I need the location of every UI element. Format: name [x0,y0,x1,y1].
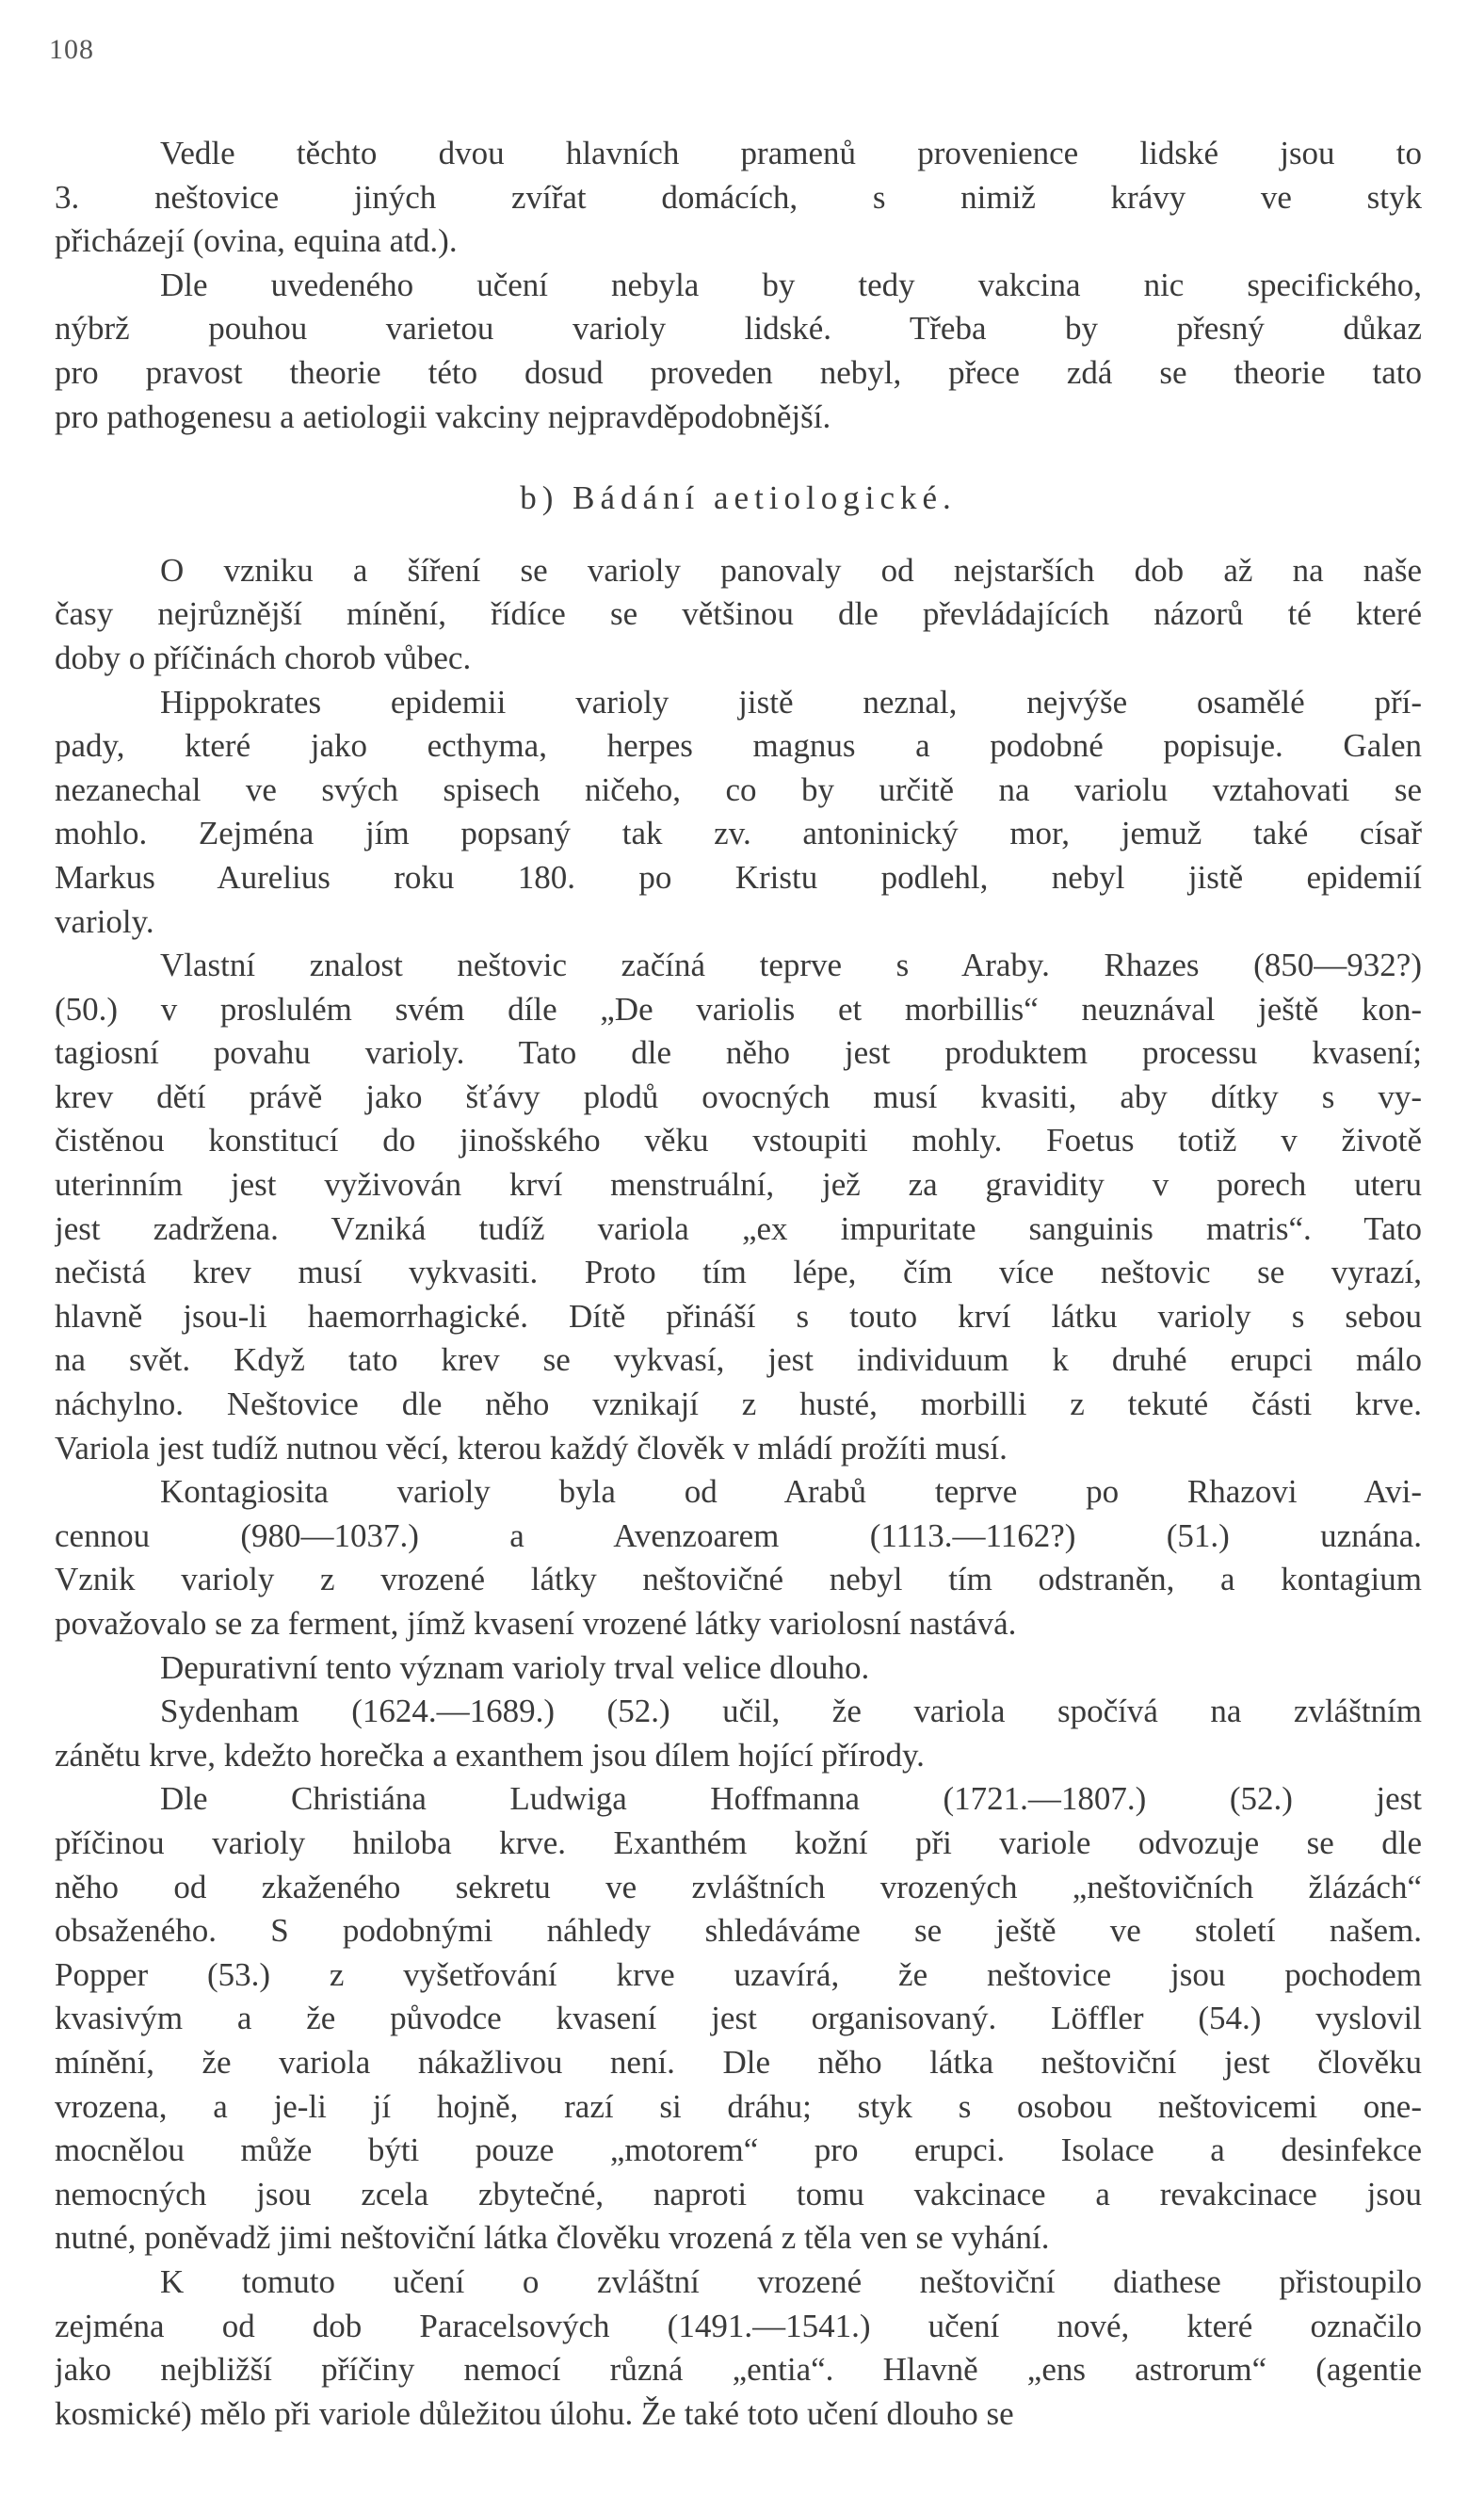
text-line: považovalo se za ferment, jímž kvasení vrozené látky variolosní nastává. [55,1605,1017,1642]
text-line: mohlo. Zejména jím popsaný tak zv. antoninický mor, jemuž také císař [55,815,1422,852]
text-line: Markus Aurelius roku 180. po Kristu podlehl, nebyl jistě epidemií [55,858,1422,896]
text-line: doby o příčinách chorob vůbec. [55,639,472,676]
text-line: zejména od dob Paracelsových (1491.—1541.) učení nové, které označilo [55,2307,1422,2344]
text-line: mocnělou může býti pouze „motorem“ pro erupci. Isolace a desinfekce [55,2131,1422,2169]
text-line: Vedle těchto dvou hlavních pramenů provenience lidské jsou to [160,135,1422,171]
text-line: Dle Christiána Ludwiga Hoffmanna (1721.—1807.) (52.) jest [160,1780,1422,1818]
paragraph [55,1690,1422,1777]
text-line: Dle uvedeného učení nebyla by tedy vakcina nic specifického, [160,266,1422,303]
paragraph [55,681,1422,945]
text-line: jako nejbližší příčiny nemocí různá „entia“. Hlavně „ens astrorum“ (agentie [55,2351,1422,2389]
text-line: příčinou varioly hniloba krve. Exanthém kožní při variole odvozuje se dle [55,1823,1422,1861]
text-line: Vlastní znalost neštovic začíná teprve s Araby. Rhazes (850—932?) [160,947,1422,984]
text-line: vrozena, a je-li jí hojně, razí si dráhu; styk s osobou neštovicemi one- [55,2087,1422,2125]
text-line: krev dětí právě jako šťávy plodů ovocných musí kvasiti, aby dítky s vy- [55,1078,1422,1115]
text-line: mínění, že variola nákažlivou není. Dle něho látka neštoviční jest člověku [55,2043,1422,2081]
text-line: nemocných jsou zcela zbytečné, naproti tomu vakcinace a revakcinace jsou [55,2175,1422,2212]
paragraph [55,132,1422,264]
text-line: náchylno. Neštovice dle něho vznikají z husté, morbilli z tekuté části krve. [55,1386,1422,1423]
text-line: časy nejrůznější mínění, řídíce se většinou dle převládajících názorů té které [55,595,1422,633]
text-line: Depurativní tento význam varioly trval velice dlouho. [160,1648,870,1686]
paragraph [55,1470,1422,1645]
text-line: Variola jest tudíž nutnou věcí, kterou každý člověk v mládí prožíti musí. [55,1429,1008,1467]
text-line: něho od zkaženého sekretu ve zvláštních vrozených „neštovičních žlázách“ [55,1868,1422,1905]
paragraph [55,1646,1422,1691]
paragraph [55,549,1422,681]
text-line: Sydenham (1624.—1689.) (52.) učil, že variola spočívá na zvláštním [160,1693,1422,1730]
text-line: O vzniku a šíření se varioly panovaly od nejstarších dob až na naše [160,551,1422,589]
text-line: čistěnou konstitucí do jinošského věku vstoupiti mohly. Foetus totiž v životě [55,1122,1422,1159]
text-line: Vznik varioly z vrozené látky neštovičné nebyl tím odstraněn, a kontagium [55,1561,1422,1598]
text-line: obsaženého. S podobnými náhledy shledáváme se ještě ve století našem. [55,1912,1422,1950]
text-line: nýbrž pouhou varietou varioly lidské. Třeba by přesný důkaz [55,310,1422,348]
text-line: Popper (53.) z vyšetřování krve uzavírá, že neštovice jsou pochodem [55,1955,1422,1993]
text-line: varioly. [55,902,154,940]
text-line: pro pravost theorie této dosud proveden nebyl, přece zdá se theorie tato [55,353,1422,391]
text-line: nečistá krev musí vykvasiti. Proto tím lépe, čím více neštovic se vyrazí, [55,1254,1422,1291]
paragraph [55,2261,1422,2436]
text-line: pady, které jako ecthyma, herpes magnus a podobné popisuje. Galen [55,727,1422,765]
text-line: uterinním jest vyživován krví menstruální, jež za gravidity v porech uteru [55,1166,1422,1204]
text-body [55,132,1422,2436]
section-heading [55,477,1422,521]
text-line: jest zadržena. Vzniká tudíž variola „ex impuritate sanguinis matris“. Tato [55,1209,1422,1247]
text-line: na svět. Když tato krev se vykvasí, jest individuum k druhé erupci málo [55,1341,1422,1379]
text-line: 3. neštovice jiných zvířat domácích, s nimiž krávy ve styk [55,178,1422,216]
text-line: tagiosní povahu varioly. Tato dle něho jest produktem processu kvasení; [55,1034,1422,1072]
text-line: (50.) v proslulém svém díle „De variolis et morbillis“ neuznával ještě kon- [55,990,1422,1028]
page-number: 108 [49,34,94,65]
text-line: cennou (980—1037.) a Avenzoarem (1113.—1162?) (51.) uznána. [55,1516,1422,1554]
text-line: zánětu krve, kdežto horečka a exanthem jsou dílem hojící přírody. [55,1736,925,1774]
text-line: pro pathogenesu a aetiologii vakciny nejpravděpodobnější. [55,397,831,435]
paragraph [55,1777,1422,2261]
text-line: b) Bádání aetiologické. [520,479,957,517]
text-line: Kontagiosita varioly byla od Arabů teprve po Rhazovi Avi- [160,1473,1422,1511]
text-line: kvasivým a že původce kvasení jest organisovaný. Löffler (54.) vyslovil [55,2000,1422,2037]
text-line: Hippokrates epidemii varioly jistě neznal, nejvýše osamělé pří- [160,683,1422,721]
text-line: K tomuto učení o zvláštní vrozené neštoviční diathese přistoupilo [160,2262,1422,2300]
text-line: nutné, poněvadž jimi neštoviční látka člověku vrozená z těla ven se vyhání. [55,2219,1050,2257]
paragraph [55,944,1422,1470]
text-line: kosmické) mělo při variole důležitou úlohu. Že také toto učení dlouho se [55,2394,1014,2432]
text-line: hlavně jsou-li haemorrhagické. Dítě přináší s touto krví látku varioly s sebou [55,1297,1422,1335]
text-line: přicházejí (ovina, equina atd.). [55,222,458,260]
text-line: nezanechal ve svých spisech ničeho, co by určitě na variolu vztahovati se [55,770,1422,808]
paragraph [55,264,1422,439]
